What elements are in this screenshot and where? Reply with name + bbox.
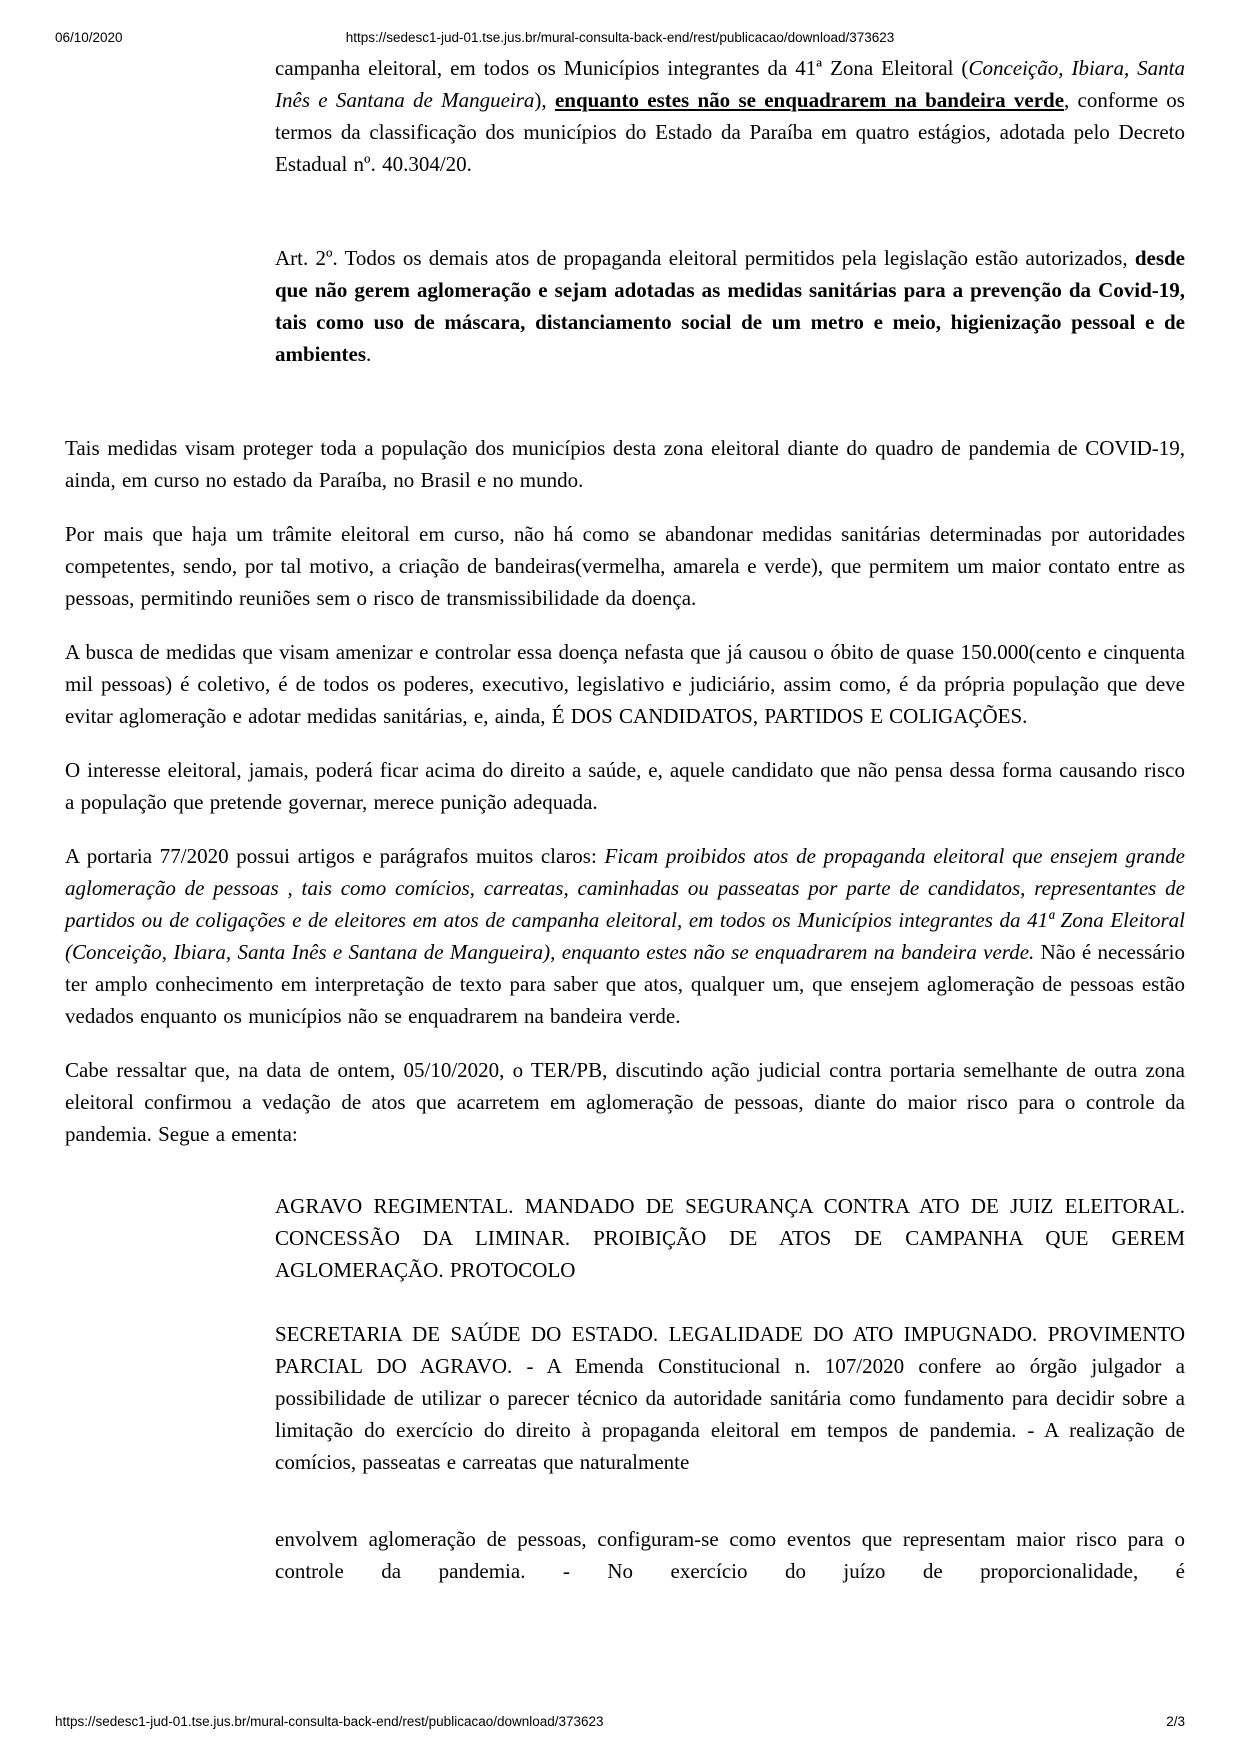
quote-paragraph-continuation xyxy=(65,52,1185,180)
text-run: Por mais que haja um trâmite eleitoral em curso, não há como se abandonar medidas sanitárias determinadas por autoridades competentes, sendo, por tal motivo, a criação de bandeiras(vermelha, amarela e verde), que permitem um maior contato entre as pessoas, permitindo reuniões sem o risco de transmissibilidade da doença. xyxy=(65,522,1185,610)
body-paragraph-a-busca xyxy=(65,636,1185,732)
text-run: ), xyxy=(534,88,555,112)
quote-paragraph-envolvem-aglomeracao xyxy=(65,1523,1185,1587)
text-run: A busca de medidas que visam amenizar e controlar essa doença nefasta que já causou o óbito de quase 150.000(cento e cinquenta mil pessoas) é coletivo, é de todos os poderes, executivo, legislativo e judiciário, assim como, é da própria população que deve evitar aglomeração e adotar medidas sanitárias, e, ainda, É DOS CANDIDATOS, PARTIDOS E COLIGAÇÕES. xyxy=(65,640,1185,728)
text-run: Tais medidas visam proteger toda a população dos municípios desta zona eleitoral diante do quadro de pandemia de COVID-19, ainda, em curso no estado da Paraíba, no Brasil e no mundo. xyxy=(65,436,1185,492)
quote-paragraph-art-2 xyxy=(65,242,1185,370)
body-paragraph-portaria-77 xyxy=(65,840,1185,1032)
text-run: desde que não gerem aglomeração e sejam adotadas as medidas sanitárias para a prevenção da Covid-19, tais como uso de máscara, distanciamento social de um metro e meio, higienização pessoal e de ambientes xyxy=(275,246,1185,366)
footer-url: https://sedesc1-jud-01.tse.jus.br/mural-consulta-back-end/rest/publicacao/download/373623 xyxy=(55,1714,604,1729)
print-footer xyxy=(55,1714,1185,1730)
body-paragraph-cabe-ressaltar xyxy=(65,1054,1185,1150)
page-indicator: 2/3 xyxy=(1166,1714,1185,1729)
text-run: Ficam proibidos atos de propaganda eleitoral que ensejem grande aglomeração de pessoas , tais como comícios, carreatas, caminhadas ou passeatas por parte de candidatos, representantes de partidos ou de coligações e de eleitores em atos de campanha eleitoral, em todos os Municípios integrantes da 41ª Zona Eleitoral (Conceição, Ibiara, Santa Inês e Santana de Mangueira), enquanto estes não se enquadrarem na bandeira verde. xyxy=(65,844,1185,964)
body-paragraph-interesse-eleitoral xyxy=(65,754,1185,818)
quote-paragraph-agravo-regimental xyxy=(65,1190,1185,1286)
body-paragraph-por-mais xyxy=(65,518,1185,614)
body-paragraph-tais-medidas xyxy=(65,432,1185,496)
text-run: O interesse eleitoral, jamais, poderá ficar acima do direito a saúde, e, aquele candidato que não pensa dessa forma causando risco a população que pretende governar, merece punição adequada. xyxy=(65,758,1185,814)
text-run: , conforme os termos da classificação dos municípios do Estado da Paraíba em quatro estágios, adotada pelo Decreto Estadual nº. 40.304/20. xyxy=(275,88,1185,176)
text-run: Cabe ressaltar que, na data de ontem, 05/10/2020, o TER/PB, discutindo ação judicial contra portaria semelhante de outra zona eleitoral confirmou a vedação de atos que acarretem em aglomeração de pessoas, diante do maior risco para o controle da pandemia. Segue a ementa: xyxy=(65,1058,1185,1146)
text-run: enquanto estes não se enquadrarem na bandeira verde xyxy=(554,88,1065,112)
text-run: envolvem aglomeração de pessoas, configuram-se como eventos que representam maior risco para o controle da pandemia. - No exercício do juízo de proporcionalidade, é xyxy=(275,1527,1185,1583)
document-body xyxy=(65,52,1185,1587)
text-run: SECRETARIA DE SAÚDE DO ESTADO. LEGALIDADE DO ATO IMPUGNADO. PROVIMENTO PARCIAL DO AGRAVO. - A Emenda Constitucional n. 107/2020 confere ao órgão julgador a possibilidade de utilizar o parecer técnico da autoridade sanitária como fundamento para decidir sobre a limitação do exercício do direito à propaganda eleitoral em tempos de pandemia. - A realização de comícios, passeatas e carreatas que naturalmente xyxy=(275,1322,1185,1474)
text-run: Conceição, Ibiara, Santa Inês e Santana de Mangueira xyxy=(275,56,1185,112)
text-run: Não é necessário ter amplo conhecimento em interpretação de texto para saber que atos, qualquer um, que ensejem aglomeração de pessoas estão vedados enquanto os municípios não se enquadrarem na bandeira verde. xyxy=(65,940,1185,1028)
header-url: https://sedesc1-jud-01.tse.jus.br/mural-consulta-back-end/rest/publicacao/download/373623 xyxy=(345,30,895,45)
text-run: campanha eleitoral, em todos os Municípios integrantes da 41ª Zona Eleitoral ( xyxy=(275,56,969,80)
text-run: A portaria 77/2020 possui artigos e parágrafos muitos claros: xyxy=(65,844,605,868)
text-run: AGRAVO REGIMENTAL. MANDADO DE SEGURANÇA CONTRA ATO DE JUIZ ELEITORAL. CONCESSÃO DA LIMINAR. PROIBIÇÃO DE ATOS DE CAMPANHA QUE GEREM AGLOMERAÇÃO. PROTOCOLO xyxy=(275,1194,1185,1282)
header-date: 06/10/2020 xyxy=(55,30,123,45)
quote-paragraph-secretaria-saude xyxy=(65,1318,1185,1478)
text-run: . xyxy=(366,342,372,366)
text-run: Art. 2º. Todos os demais atos de propaganda eleitoral permitidos pela legislação estão autorizados, xyxy=(275,246,1135,270)
